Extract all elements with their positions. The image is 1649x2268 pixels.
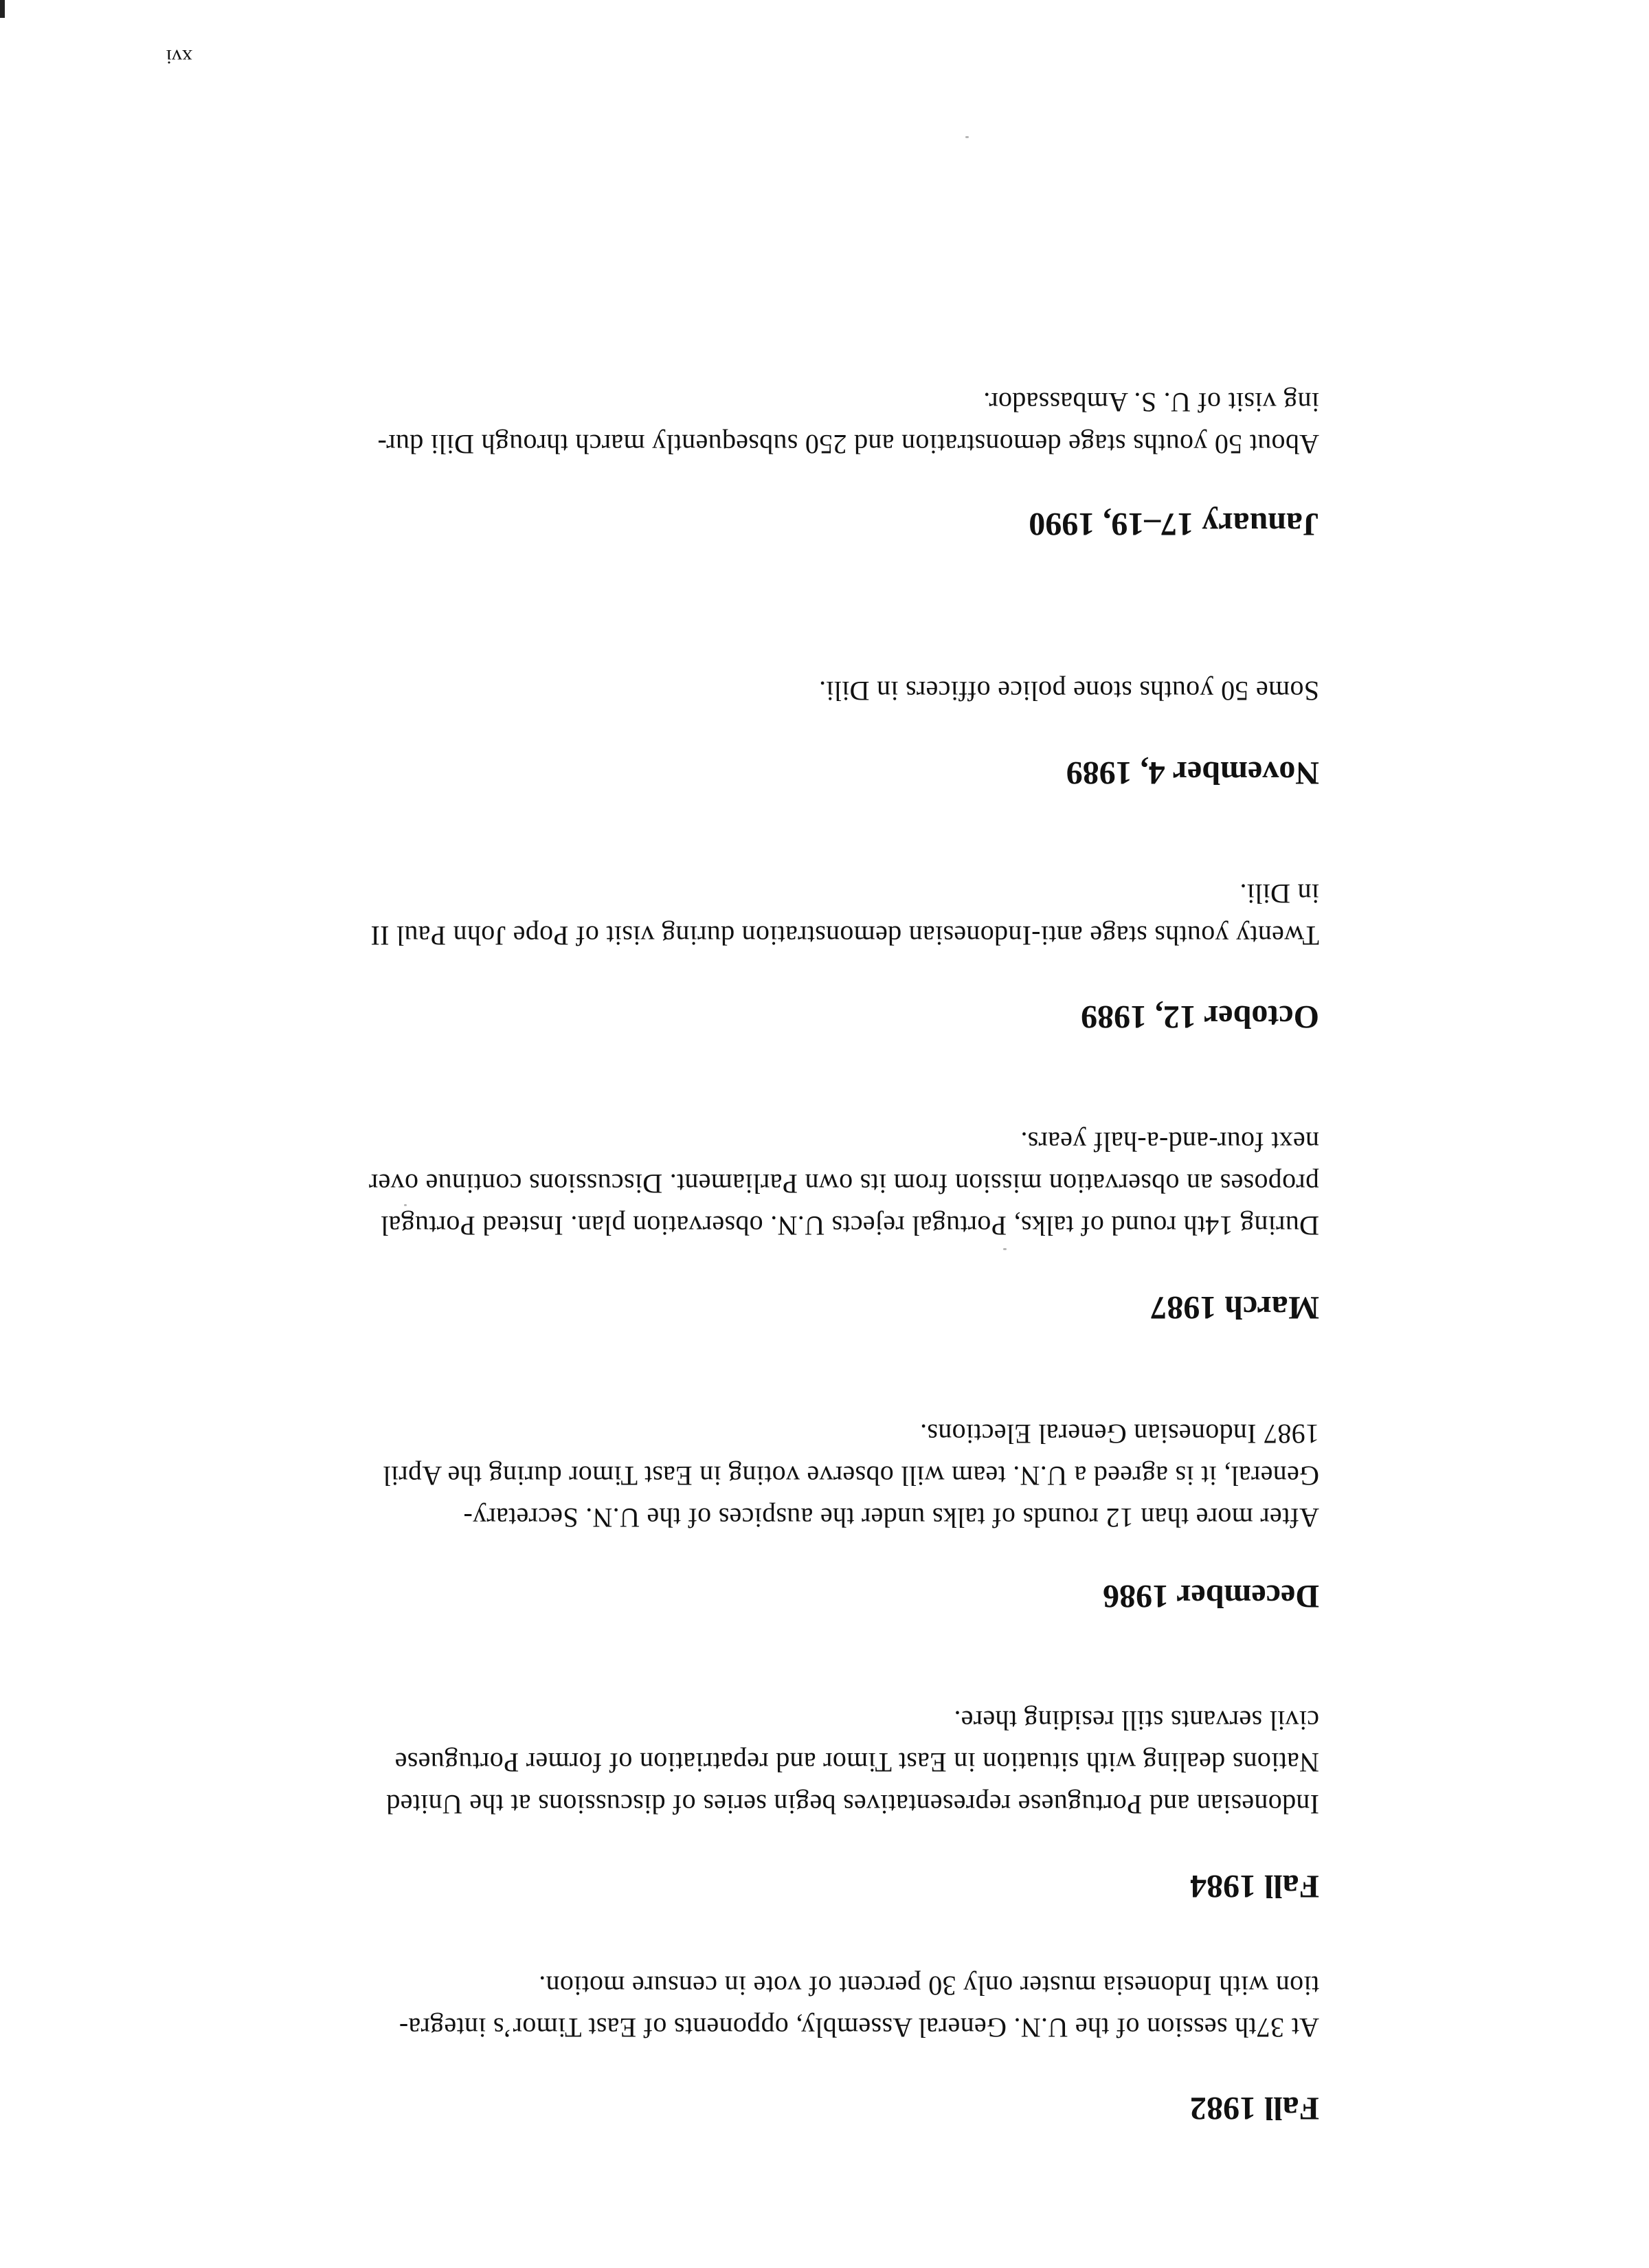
text-line: 1987 Indonesian General Elections.: [919, 1419, 1319, 1449]
text-line: Twenty youths stage anti-Indonesian demonstration during visit of Pope John Paul II: [370, 920, 1319, 951]
entry-date-fall-1982: Fall 1982: [1190, 2090, 1319, 2126]
text-line: About 50 youths stage demonstration and 250 subsequently march through Dili dur-: [377, 429, 1319, 460]
text-line: proposes an observation mission from its own Parliament. Discussions continue over: [368, 1168, 1319, 1199]
text-line: Some 50 youths stone police officers in Dili.: [818, 676, 1319, 707]
entry-text-november-1989: [819, 670, 1319, 712]
entry-date-fall-1984: Fall 1984: [1190, 1868, 1319, 1904]
scan-speck: [1003, 1248, 1007, 1250]
text-line: tion with Indonesia muster only 30 percent of vote in censure motion.: [538, 1970, 1319, 2001]
text-line: After more than 12 rounds of talks under the auspices of the U.N. Secretary-: [463, 1502, 1319, 1533]
entry-date-november-1989: November 4, 1989: [1066, 755, 1319, 791]
text-line: in Dili.: [1239, 878, 1319, 909]
text-line: At 37th session of the U.N. General Assembly, opponents of East Timor’s integra-: [399, 2012, 1319, 2043]
page-number: xvi: [166, 45, 192, 68]
entry-text-march-1987: [369, 1121, 1319, 1247]
entry-date-march-1987: March 1987: [1150, 1289, 1319, 1326]
text-line: civil servants still residing there.: [954, 1705, 1319, 1736]
entry-text-fall-1984: [386, 1700, 1319, 1825]
text-line: Nations dealing with situation in East Timor and repatriation of former Portuguese: [394, 1747, 1319, 1778]
text-line: Indonesian and Portuguese representatives begin series of discussions at the United: [386, 1789, 1319, 1820]
entry-date-october-1989: October 12, 1989: [1080, 999, 1319, 1035]
entry-date-january-1990: January 17–19, 1990: [1029, 506, 1319, 542]
text-line: ing visit of U. S. Ambassador.: [983, 387, 1319, 418]
scan-edge-mark: [0, 0, 5, 18]
entry-text-january-1990: [377, 381, 1319, 465]
scan-speck: [965, 136, 969, 138]
entry-text-fall-1982: [399, 1965, 1319, 2049]
text-line: During 14th round of talks, Portugal rejects U.N. observation plan. Instead Portugal: [380, 1210, 1319, 1241]
entry-text-october-1989: [370, 873, 1319, 957]
text-line: next four-and-a-half years.: [1020, 1126, 1319, 1157]
text-line: General, it is agreed a U.N. team will observe voting in East Timor during the April: [383, 1460, 1319, 1491]
scan-speck: [404, 1204, 407, 1206]
entry-date-december-1986: December 1986: [1103, 1578, 1319, 1614]
entry-text-december-1986: [383, 1413, 1319, 1539]
